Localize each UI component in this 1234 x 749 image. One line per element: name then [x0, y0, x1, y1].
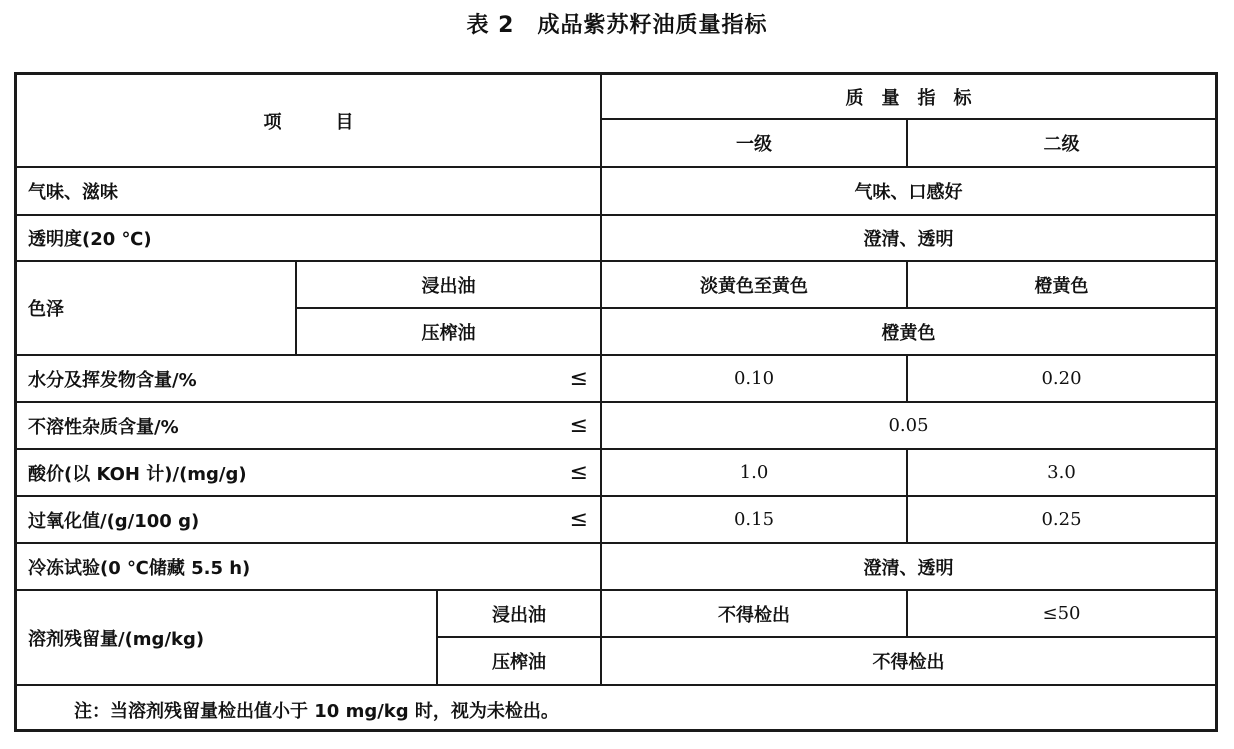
row-acid-symbol: ≤: [569, 460, 588, 485]
row-moisture-label: 水分及挥发物含量/%: [28, 369, 197, 391]
row-solvent-leached-label: 浸出油: [492, 604, 546, 626]
header-quality: 质 量 指 标: [845, 87, 972, 109]
row-freeze-label: 冷冻试验(0 ℃储藏 5.5 h): [28, 557, 251, 579]
row-acid-grade2: 3.0: [1047, 462, 1076, 483]
row-color-leached-grade1: 淡黄色至黄色: [700, 275, 808, 297]
header-grade1: 一级: [736, 134, 772, 155]
row-impurity-symbol: ≤: [569, 413, 588, 438]
row-solvent-pressed-value: 不得检出: [872, 652, 945, 673]
row-peroxide-grade2: 0.25: [1041, 509, 1082, 530]
row-transparency-value: 澄清、透明: [863, 229, 954, 250]
row-impurity-value: 0.05: [888, 415, 929, 436]
row-acid-grade1: 1.0: [739, 462, 769, 483]
row-color-pressed-label: 压榨油: [421, 322, 476, 344]
row-color-leached-grade2: 橙黄色: [1034, 275, 1089, 297]
row-moisture-grade1: 0.10: [733, 368, 775, 389]
rule-solvent: [14, 684, 1218, 686]
row-peroxide-grade1: 0.15: [733, 509, 775, 530]
table-border-bottom: [14, 729, 1218, 732]
row-solvent-leached-grade1: 不得检出: [718, 604, 790, 626]
row-freeze-value: 澄清、透明: [863, 557, 954, 579]
row-peroxide-label: 过氧化值/(g/100 g): [28, 510, 200, 532]
row-transparency-label: 透明度(20 ℃): [28, 229, 152, 250]
row-acid-label: 酸价(以 KOH 计)/(mg/g): [28, 463, 247, 485]
row-solvent-label: 溶剂残留量/(mg/kg): [28, 628, 205, 650]
header-grade2: 二级: [1043, 134, 1080, 155]
header-item: 项 目: [263, 111, 354, 133]
row-impurity-label: 不溶性杂质含量/%: [28, 416, 179, 438]
row-peroxide-symbol: ≤: [569, 507, 588, 532]
row-color-pressed-value: 橙黄色: [881, 322, 936, 344]
table-title: 表 2 成品紫苏籽油质量指标: [466, 13, 768, 38]
row-color-label: 色泽: [28, 299, 64, 320]
row-moisture-grade2: 0.20: [1041, 368, 1082, 389]
row-odor-label: 气味、滋味: [28, 182, 118, 203]
row-odor-value: 气味、口感好: [854, 182, 963, 203]
row-solvent-pressed-label: 压榨油: [492, 652, 546, 673]
row-color-leached-label: 浸出油: [421, 275, 476, 297]
row-solvent-leached-grade2: ≤50: [1042, 603, 1081, 624]
row-moisture-symbol: ≤: [569, 366, 588, 391]
table-note: 注：当溶剂残留量检出值小于 10 mg/kg 时，视为未检出。: [74, 701, 559, 722]
